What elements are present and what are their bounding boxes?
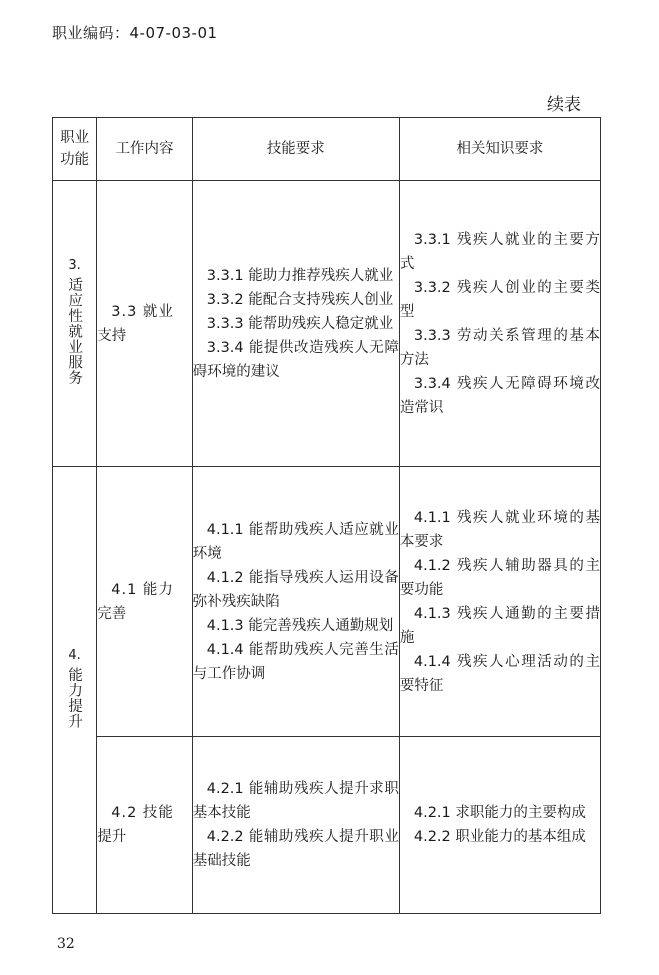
- table-row: [53, 467, 601, 737]
- table-row: [53, 737, 601, 914]
- knowledge-item: 4.1.2 残疾人辅助器具的主要功能: [399, 557, 600, 598]
- work-content-number: 3.3 就业: [111, 303, 174, 320]
- function-cell: [53, 181, 97, 467]
- work-content-name: 提升: [97, 829, 127, 845]
- knowledge-item: 4.1.3 残疾人通勤的主要措施: [399, 605, 600, 646]
- page-number: 32: [57, 936, 75, 952]
- function-name: 适应性就业服务: [66, 276, 83, 386]
- skill-cell: [192, 737, 399, 914]
- skill-item: 4.1.4 能帮助残疾人完善生活与工作协调: [192, 641, 399, 682]
- work-content-cell: [97, 181, 193, 467]
- header-knowledge-requirements: 相关知识要求: [399, 118, 600, 181]
- skill-cell: [192, 467, 399, 737]
- skill-item: 4.1.1 能帮助残疾人适应就业环境: [192, 521, 399, 562]
- knowledge-cell: [399, 181, 600, 467]
- knowledge-cell: [399, 467, 600, 737]
- knowledge-item: 3.3.1 残疾人就业的主要方式: [399, 231, 600, 272]
- work-content-number: 4.1 能力: [111, 581, 174, 598]
- function-number: 3.: [68, 257, 81, 273]
- work-content-name: 支持: [97, 327, 127, 344]
- work-content-number: 4.2 技能: [111, 805, 174, 821]
- skills-table: [52, 117, 601, 914]
- skill-item: 3.3.2 能配合支持残疾人创业: [206, 291, 394, 308]
- knowledge-item: 4.1.1 残疾人就业环境的基本要求: [399, 509, 600, 550]
- knowledge-item: 3.3.2 残疾人创业的主要类型: [399, 279, 600, 320]
- header-function-label: 职业功能: [60, 130, 90, 168]
- header-work-content: 工作内容: [97, 118, 193, 181]
- work-content-name: 完善: [97, 605, 127, 622]
- knowledge-item: 3.3.4 残疾人无障碍环境改造常识: [399, 375, 600, 416]
- function-cell: [53, 467, 97, 914]
- skill-item: 4.1.2 能指导残疾人运用设备弥补残疾缺陷: [192, 569, 399, 610]
- knowledge-item: 4.1.4 残疾人心理活动的主要特征: [399, 653, 600, 694]
- skill-item: 3.3.3 能帮助残疾人稳定就业: [206, 315, 394, 332]
- skill-item: 3.3.1 能助力推荐残疾人就业: [206, 267, 394, 284]
- header-function: [53, 118, 97, 181]
- skill-item: 4.2.2 能辅助残疾人提升职业基础技能: [192, 829, 399, 869]
- occupation-code: 职业编码：4-07-03-01: [52, 24, 218, 42]
- skill-item: 3.3.4 能提供改造残疾人无障碍环境的建议: [192, 339, 399, 380]
- header-skill-requirements: 技能要求: [192, 118, 399, 181]
- work-content-cell: [97, 737, 193, 914]
- continued-label: 续表: [547, 95, 581, 115]
- table-header-row: [53, 118, 601, 181]
- skill-cell: [192, 181, 399, 467]
- table-row: [53, 181, 601, 467]
- knowledge-item: 4.2.2 职业能力的基本组成: [413, 829, 586, 845]
- knowledge-item: 4.2.1 求职能力的主要构成: [413, 805, 586, 821]
- knowledge-item: 3.3.3 劳动关系管理的基本方法: [399, 327, 600, 368]
- function-number: 4.: [68, 647, 81, 663]
- work-content-cell: [97, 467, 193, 737]
- function-name: 能力提升: [66, 666, 83, 729]
- skill-item: 4.2.1 能辅助残疾人提升求职基本技能: [192, 781, 399, 821]
- knowledge-cell: [399, 737, 600, 914]
- skill-item: 4.1.3 能完善残疾人通勤规划: [206, 617, 394, 634]
